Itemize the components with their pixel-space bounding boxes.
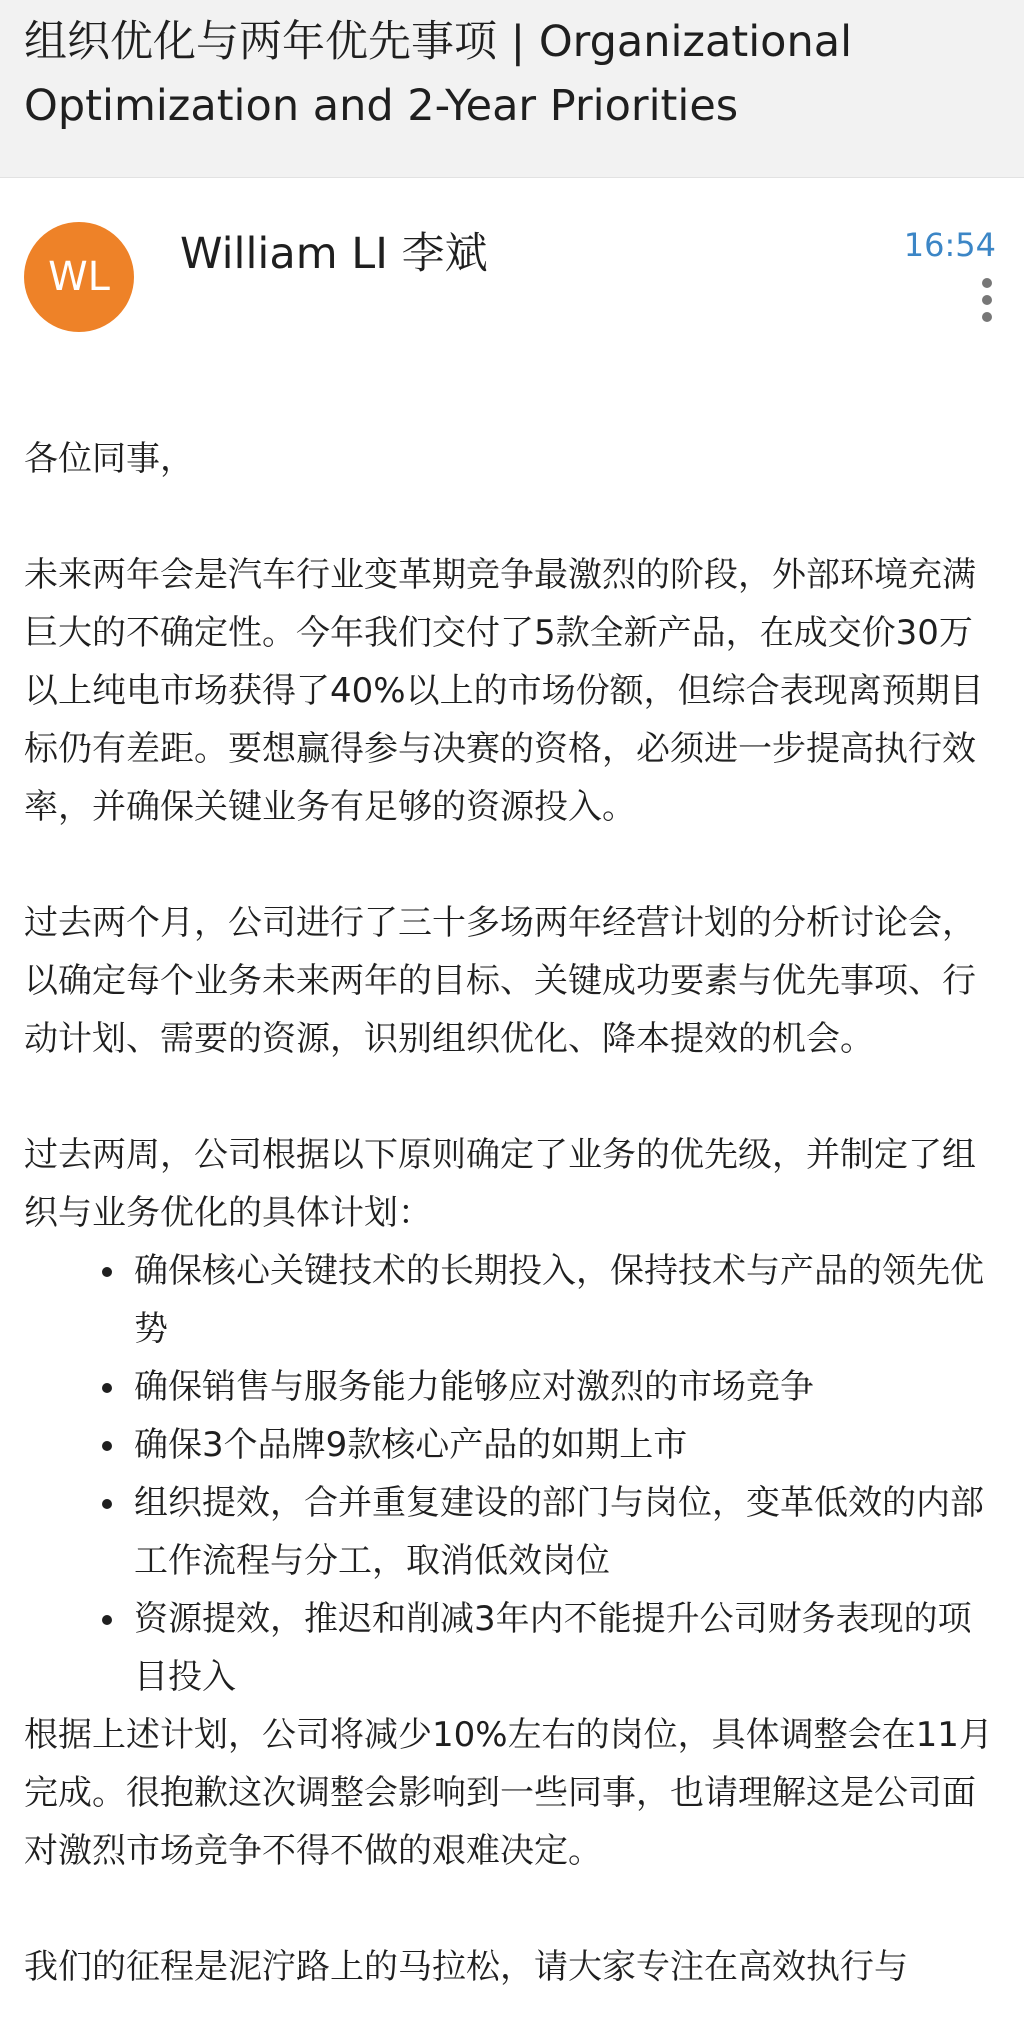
subject-bar [0,0,1024,178]
paragraph-gap [24,1880,1004,1938]
sender-name[interactable]: William LI 李斌 [180,229,488,279]
list-item: 确保核心关键技术的长期投入，保持技术与产品的领先优势 [134,1242,1004,1358]
sender-avatar[interactable]: WL [24,222,134,332]
list-item: 资源提效，推迟和削减3年内不能提升公司财务表现的项目投入 [134,1590,1004,1706]
more-dot [982,312,992,322]
paragraph-5: 我们的征程是泥泞路上的马拉松，请大家专注在高效执行与 [24,1947,908,1987]
paragraph-3: 过去两周，公司根据以下原则确定了业务的优先级，并制定了组织与业务优化的具体计划： [24,1135,976,1233]
email-body [24,430,1004,1996]
email-header [0,178,1024,358]
paragraph-1: 未来两年会是汽车行业变革期竞争最激烈的阶段，外部环境充满巨大的不确定性。今年我们交付了5款全新产品，在成交价30万以上纯电市场获得了40%以上的市场份额，但综合表现离预期目标仍有差距。要想赢得参与决赛的资格，必须进一步提高执行效率，并确保关键业务有足够的资源投入。 [24,555,984,827]
list-item: 确保销售与服务能力能够应对激烈的市场竞争 [134,1358,1004,1416]
more-dot [982,278,992,288]
list-item: 组织提效，合并重复建设的部门与岗位，变革低效的内部工作流程与分工，取消低效岗位 [134,1474,1004,1590]
paragraph-gap [24,488,1004,546]
email-subject: 组织优化与两年优先事项 | Organizational Optimization and 2-Year Priorities [24,17,853,131]
list-item: 确保3个品牌9款核心产品的如期上市 [134,1416,1004,1474]
greeting: 各位同事， [24,439,194,479]
more-vertical-icon[interactable] [980,278,994,330]
more-dot [982,295,992,305]
paragraph-gap [24,836,1004,894]
paragraph-2: 过去两个月，公司进行了三十多场两年经营计划的分析讨论会，以确定每个业务未来两年的目标、关键成功要素与优先事项、行动计划、需要的资源，识别组织优化、降本提效的机会。 [24,903,976,1059]
email-time: 16:54 [903,226,996,264]
paragraph-gap [24,1068,1004,1126]
paragraph-4: 根据上述计划，公司将减少10%左右的岗位，具体调整会在11月完成。很抱歉这次调整会影响到一些同事，也请理解这是公司面对激烈市场竞争不得不做的艰难决定。 [24,1715,993,1871]
priority-list [24,1242,1004,1706]
